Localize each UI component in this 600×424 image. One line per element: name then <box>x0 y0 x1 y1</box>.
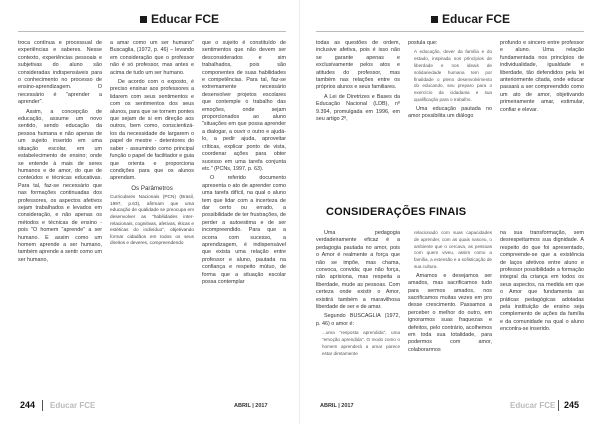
paragraph: Uma educação pautada no amor possibilita um diálogo <box>408 105 492 120</box>
header-rule <box>316 31 584 32</box>
right-column-2-top <box>408 40 492 194</box>
header-brand: Educar FCE <box>442 12 511 26</box>
paragraph: a amar como um ser humano" Buscaglia, (1972, p. 46) – levando em consideração que o professor não é só professor, mas antes e acima de tudo um ser humano. <box>110 40 194 76</box>
right-column-3-top <box>500 40 584 194</box>
footer-date: ABRIL | 2017 <box>320 403 354 409</box>
paragraph: O referido documento apresenta o ato de aprender como uma tarefa difícil, na qual o aluno tem que lidar com a incerteza de dar certo ou errado, a possibilidade de ter frustrações, de perder a autoestima e de ser incompreendido. Para que a ocorra com sucesso, a aprendizagem, é indispensável que exista uma relação entre professor e aluno, pautada na confiança e respeito mútuo, de forma que a situação escolar possa contemplar <box>202 175 286 285</box>
right-column-1-bottom <box>316 230 400 394</box>
paragraph: todas as questões de ordem, inclusive afetiva, pois é isso não se garante apenas e exclusivamente pelos atos e atitudes do professor, mas também nas relações entre os próprios alunos e seus familiares. <box>316 40 400 91</box>
right-column-1-top <box>316 40 400 194</box>
left-column-2 <box>110 40 194 395</box>
block-quote: ...uma "resposta aprendida", uma "emoção aprendida". O modo como o homem aprenderá a amar parece estar diretamente <box>322 330 400 356</box>
footer-brand: Educar FCE <box>510 401 556 410</box>
section-heading: CONSIDERAÇÕES FINAIS <box>326 206 467 218</box>
paragraph: Curriculares Nacionais (PCN) (Brasil, 1997, p.63), afirmam que uma educação de qualidade se preocupa em desenvolver as "habilidades inter-relacionais, cognitivas, afetivas, éticas e estéticas do indivíduo", objetivando formar cidadãos em todos os seus direitos e deveres, compreendendo <box>110 194 194 246</box>
header-brand: Educar FCE <box>151 12 220 26</box>
footer-divider <box>558 400 559 411</box>
paragraph: A Lei de Diretrizes e Bases da Educação Nacional (LDB), nº 9.394, promulgada em 1996, em seu artigo 2º, <box>316 93 400 123</box>
block-quote: A educação, dever da família e do estado, inspirada nos princípios de liberdade e nos ideais de solidariedade humana tem por finalidade o pleno desenvolvimento do educando, seu preparo para o exercício da cidadania e sua qualificação para o trabalho. <box>414 49 492 102</box>
footer-brand: Educar FCE <box>50 401 96 410</box>
paragraph: Amamos e desejamos ser amados, mas sacrificamos tudo para sermos amados, nos sacrificamos muitas vezes em pro desse crescimento. Passamos a perceber o melhor do outro, em ignorarmos suas fraquezas e defeitos, pelo contrário, acolhemos em toda sua totalidade, para podermos com amor, colaborarmos <box>408 272 492 353</box>
paragraph: Assim, a concepção de educação, assume um novo sentido, sendo educação da pessoa humana e não apenas de um sujeito inserido em uma situação escolar, em um estabelecimento de ensino; onde se entende à mais de seres humanos e de amor, do que de conteúdos e técnicas educativas. Para tal, faz-se necessário que nas formações continuadas dos professores, os aspectos afetivos sejam trabalhados e levados em consideração, e não apenas os métodos e técnicas de ensino - pois "O homem "aprende" a ser humano. E assim como um homem aprende a ser humano, também aprende a sentir como um ser humano, <box>18 108 102 263</box>
right-header <box>431 12 510 26</box>
footer-divider <box>42 400 43 411</box>
page-number: 244 <box>20 400 36 410</box>
square-bullet-icon <box>431 16 438 23</box>
paragraph: Segundo BUSCAGLIA (1972, p. 46) o amor é: <box>316 313 400 327</box>
right-column-3-bottom <box>500 230 584 394</box>
paragraph: Uma pedagogia verdadeiramente eficaz é a pedagogia pautada no amor, pois o Amor é realmente a força que não se impõe, mas chama, convoca, convida; que não força, não aprisiona, mas respeita a liberdade, mude as pessoas. Com certeza onde existir o Amor, existirá também a maravilhosa liberdade de ser e de amar. <box>316 230 400 311</box>
page-number: 245 <box>564 400 580 410</box>
subheading: Os Parâmetros <box>131 184 173 192</box>
paragraph: postula que: <box>408 40 438 46</box>
paragraph: profundo e sincero entre professor e aluno. Uma relação fundamentada nos princípios de individualidade, igualdade e liberdade, tão defendidos pela lei anteriormente citada, onde educar passará a ser compreendido como um ato de amor, objetivando primeiramente amar, estimular, confiar e elevar. <box>500 40 584 113</box>
left-column-3 <box>202 40 286 395</box>
block-quote: relacionado com suas capacidades de aprender, com as quais nasceu, o ambiente que o cercava, as pessoas com quem viveu, assim como a família, a extensão e a sofisticação de sua cultura. <box>414 230 492 269</box>
left-header <box>140 12 219 26</box>
right-column-2-bottom <box>408 230 492 394</box>
paragraph: De acordo com o exposto, é preciso ensinar aos professores a lidarem com seus sentimentos e com os sentimentos dos seus alunos, para que se tornem pontes que sejam de si em direção aos outros, bem como, conscientizá-los da necessidade de largarem o papel de mestre - detentores do saber - assumindo como principal função o papel de facilitador e guia que orienta e proporciona condições para que os alunos aprendam. <box>110 79 194 182</box>
paragraph: na sua transformação, sem desrespeitarmos sua dignidade. A respeito do que foi apresentado, compreende-se que a existência de laços afetivos entre aluno e professor possibilidade a formação integral da criança em todos os seus aspectos, na medida em que o Amor que fundamenta as práticas pedagógicas adotadas pela instituição de ensino seja complemento de ações da família e da comunidade na qual o aluno encontra-se inserido. <box>500 230 584 333</box>
left-column-1 <box>18 40 102 395</box>
paragraph: troca contínua e processual de experiências e saberes. Nesse contexto, experiências pessoais e subjetivas do aluno são consideradas indispensáveis para o conhecimento no processo de ensino-aprendizagem. O necessário é "aprender a aprender". <box>18 40 102 106</box>
paragraph: que o sujeito é constituído de sentimentos que não devem ser desconsiderados e sim trabalhados, pois são componentes de suas habilidades e competências. Para tal, faz-se extremamente necessário desenvolver projetos escolares que contemple o trabalho das emoções, onde sejam proporcionados ao aluno "situações em que possa aprender a dialogar, a ouvir o outro e ajudá-lo, a pedir ajuda, aproveitar críticas, explicar ponto de vista, coordenar ações para obter sucesso em uma tarefa conjunta etc." (PCNs, 1997, p. 63). <box>202 40 286 172</box>
footer-date: ABRIL | 2017 <box>234 403 268 409</box>
header-rule <box>18 31 286 32</box>
square-bullet-icon <box>140 16 147 23</box>
